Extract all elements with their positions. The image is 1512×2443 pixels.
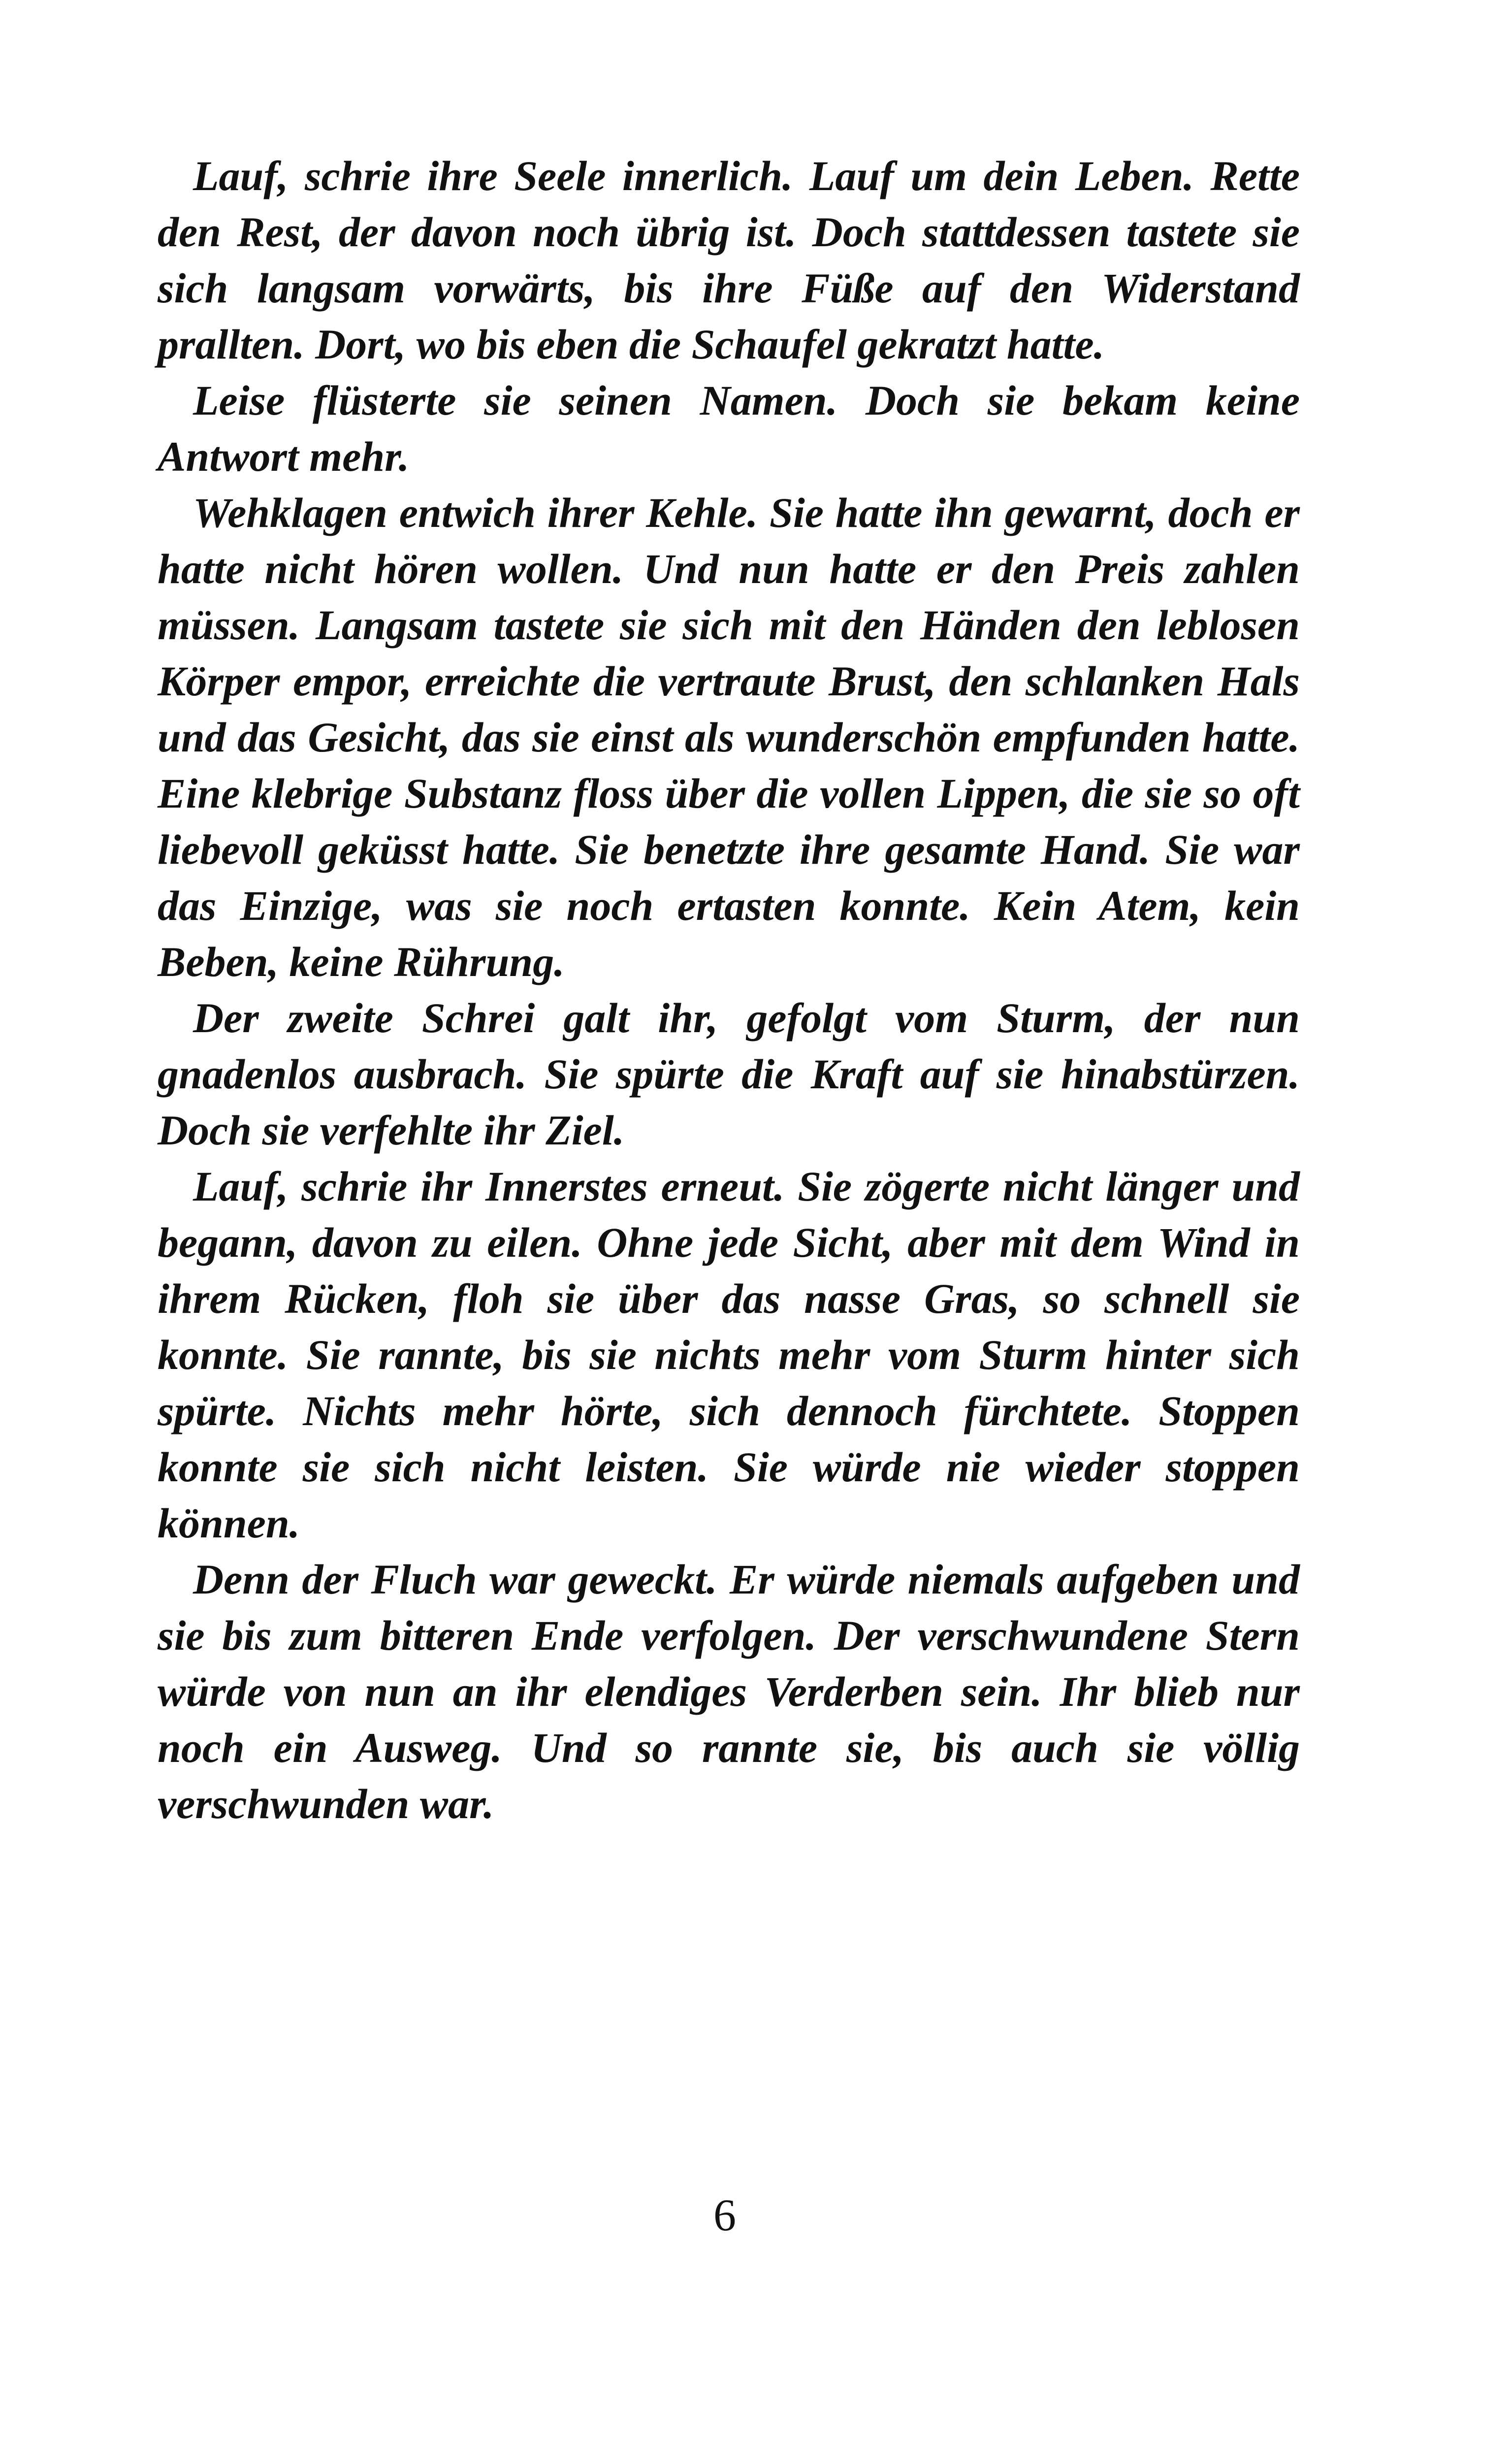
paragraph-2: Leise flüsterte sie seinen Namen. Doch sie bekam keine Antwort mehr. [158, 377, 1300, 480]
paragraph-6: Denn der Fluch war geweckt. Er würde niemals aufgeben und sie bis zum bitteren Ende verfolgen. Der verschwundene Stern würde von nun an ihr elendiges Verderben sein. Ihr blieb nur noch ein Ausweg. Und so rannte sie, bis auch sie völlig verschwunden war. [158, 1556, 1300, 1827]
paragraph-3: Wehklagen entwich ihrer Kehle. Sie hatte ihn gewarnt, doch er hatte nicht hören wollen. Und nun hatte er den Preis zahlen müssen. Langsam tastete sie sich mit den Händen den leblosen Körper empor, erreichte die vertraute Brust, den schlanken Hals und das Gesicht, das sie einst als wunderschön empfunden hatte. Eine klebrige Substanz floss über die vollen Lippen, die sie so oft liebevoll geküsst hatte. Sie benetzte ihre gesamte Hand. Sie war das Einzige, was sie noch ertasten konnte. Kein Atem, kein Beben, keine Rührung. [158, 489, 1300, 985]
paragraph-5: Lauf, schrie ihr Innerstes erneut. Sie zögerte nicht länger und begann, davon zu eilen. Ohne jede Sicht, aber mit dem Wind in ihrem Rücken, floh sie über das nasse Gras, so schnell sie konnte. Sie rannte, bis sie nichts mehr vom Sturm hinter sich spürte. Nichts mehr hörte, sich dennoch fürchtete. Stoppen konnte sie sich nicht leisten. Sie würde nie wieder stoppen können. [158, 1163, 1300, 1547]
paragraph-4: Der zweite Schrei galt ihr, gefolgt vom Sturm, der nun gnadenlos ausbrach. Sie spürte die Kraft auf sie hinabstürzen. Doch sie verfehlte ihr Ziel. [158, 994, 1300, 1154]
paragraph-1: Lauf, schrie ihre Seele innerlich. Lauf um dein Leben. Rette den Rest, der davon noch übrig ist. Doch stattdessen tastete sie sich langsam vorwärts, bis ihre Füße auf den Widerstand prallten. Dort, wo bis eben die Schaufel gekratzt hatte. [158, 152, 1300, 368]
body-text [158, 148, 1300, 1832]
page-number: 6 [713, 2190, 736, 2240]
